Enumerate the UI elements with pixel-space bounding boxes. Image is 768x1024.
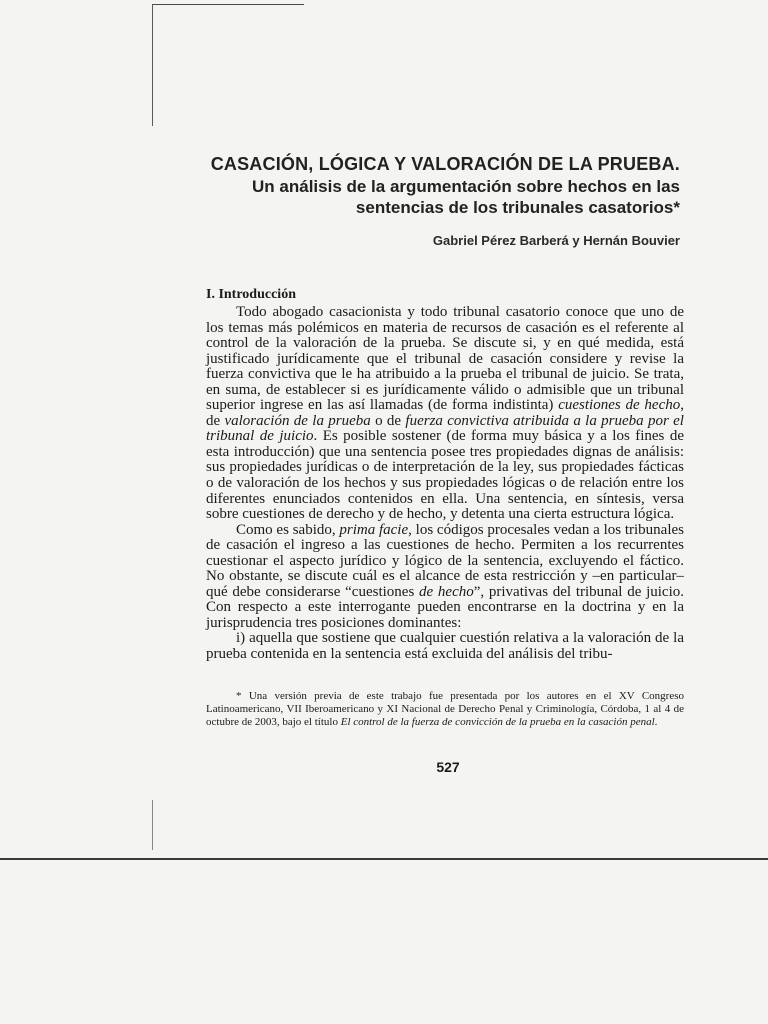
page-number: 527: [436, 759, 460, 775]
body-paragraph-1: Todo abogado casacionista y todo tribunal casatorio conoce que uno de los temas más polémicos en materia de recursos de casación es el referente al control de la valoración de la prueba. Se discute si, y en qué medida, está justificado jurídicamente que el tribunal de casación considere y revise la fuerza convictiva que le ha atribuido a la prueba el tribunal de juicio. Se trata, en suma, de establecer si es jurídicamente válido o admisible que un tribunal superior ingrese en las así llamadas (de forma indistinta) cuestiones de hecho, de valoración de la prueba o de fuerza convictiva atribuida a la prueba por el tribunal de juicio. Es posible sostener (de forma muy básica y a los fines de esta introducción) que una sentencia posee tres propiedades dignas de análisis: sus propiedades jurídicas o de interpretación de la ley, sus propiedades fácticas o de valoración de los hechos y sus propiedades lógicas o de relación entre los diferentes enunciados contenidos en ella. Una sentencia, en síntesis, versa sobre cuestiones de derecho y de hecho, y detenta una cierta estructura lógica.: [206, 304, 684, 523]
scan-frame-top-edge: [152, 4, 304, 5]
article-authors: Gabriel Pérez Barberá y Hernán Bouvier: [432, 233, 680, 248]
article-subtitle-line-2: sentencias de los tribunales casatorios*: [355, 198, 680, 217]
article-body: [206, 305, 684, 663]
footnote-text: * Una versión previa de este trabajo fue presentada por los autores en el XV Congreso Latinoamericano, VII Iberoamericano y XI Nacional de Derecho Penal y Criminología, Córdoba, 1 al 4 de octubre de 2003, bajo el título El control de la fuerza de convicción de la prueba en la casación penal.: [206, 690, 684, 729]
article-subtitle-line-1: Un análisis de la argumentación sobre hechos en las: [252, 177, 680, 196]
article-title: [180, 152, 680, 218]
body-paragraph-2: Como es sabido, prima facie, los códigos procesales vedan a los tribunales de casación el ingreso a las cuestiones de hecho. Permiten a los recurrentes cuestionar el aspecto jurídico y lógico de la sentencia, excluyendo el fáctico. No obstante, se discute cuál es el alcance de esta restricción y –en particular– qué debe considerarse “cuestiones de hecho”, privativas del tribunal de juicio. Con respecto a este interrogante pueden encontrarse en la doctrina y en la jurisprudencia tres posiciones dominantes:: [206, 521, 685, 631]
section-heading: I. Introducción: [206, 287, 296, 302]
article-title-main: CASACIÓN, LÓGICA Y VALORACIÓN DE LA PRUEBA.: [210, 154, 680, 174]
body-paragraph-3: i) aquella que sostiene que cualquier cuestión relativa a la valoración de la prueba contenida en la sentencia está excluida del análisis del tribu-: [206, 630, 684, 663]
scan-frame-left-edge: [152, 4, 153, 126]
scan-frame-left-edge-lower: [152, 800, 153, 850]
footnote: [206, 690, 684, 730]
scan-page-bottom-edge: [0, 858, 768, 860]
